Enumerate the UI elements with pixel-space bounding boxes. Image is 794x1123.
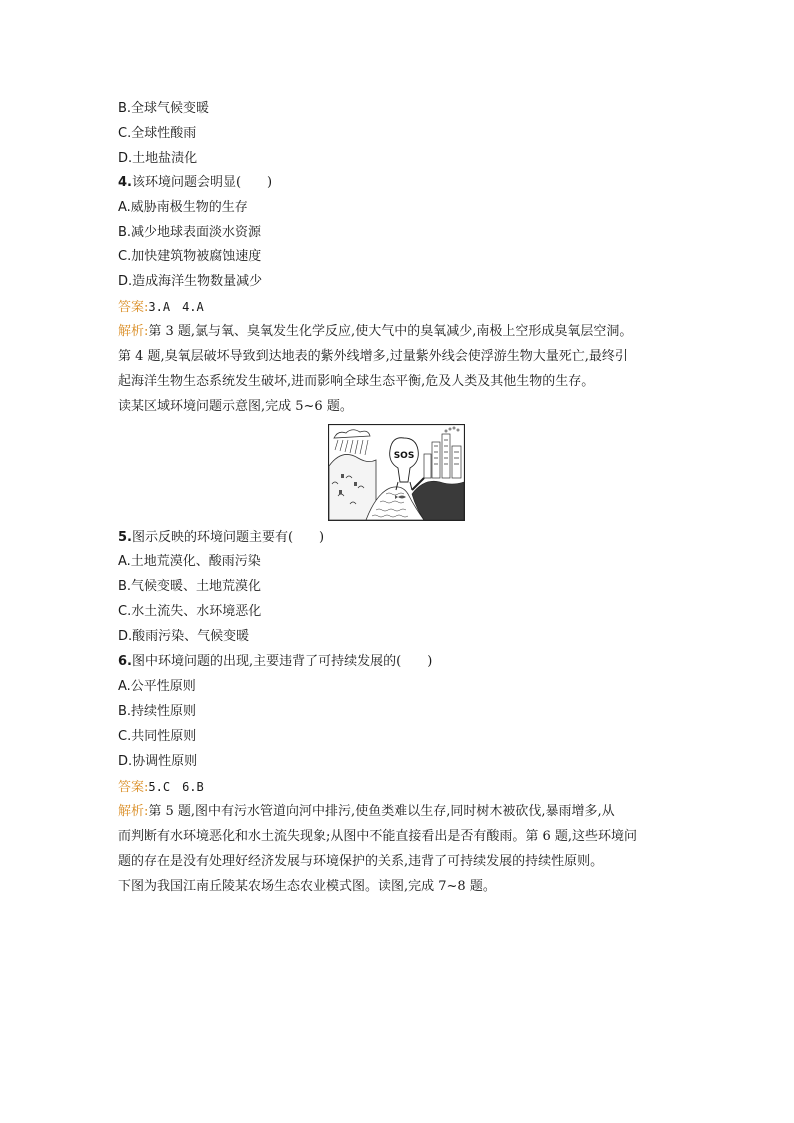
q4-option-a: A.威胁南极生物的生存: [118, 200, 248, 215]
analysis-text: 第 3 题,氯与氧、臭氧发生化学反应,使大气中的臭氧减少,南极上空形成臭氧层空洞。: [148, 324, 633, 339]
q4-option-b: B.减少地球表面淡水资源: [118, 225, 262, 240]
q5-option-d: D.酸雨污染、气候变暖: [118, 629, 250, 644]
answer-label: 答案:: [118, 300, 149, 315]
q6-option-c: C.共同性原则: [118, 729, 197, 744]
q5-option-c: C.水土流失、水环境恶化: [118, 604, 262, 619]
analysis-5-6-line-3: 题的存在是没有处理好经济发展与环境保护的关系,违背了可持续发展的持续性原则。: [118, 854, 604, 869]
q3-option-d: D.土地盐渍化: [118, 151, 198, 166]
q4-number: 4.: [118, 175, 132, 190]
analysis-3-4-line-2: 第 4 题,臭氧层破坏导致到达地表的紫外线增多,过量紫外线会使浮游生物大量死亡,最终引: [118, 349, 628, 364]
answer-5-6: [118, 777, 204, 798]
answer-label: 答案:: [118, 780, 149, 795]
environment-problem-figure: [328, 424, 465, 521]
sos-label: SOS: [393, 451, 415, 461]
q5-stem: [118, 528, 324, 548]
analysis-3-4-line-3: 起海洋生物生态系统发生破坏,进而影响全球生态平衡,危及人类及其他生物的生存。: [118, 374, 595, 389]
q3-option-c: C.全球性酸雨: [118, 126, 197, 141]
q4-option-d: D.造成海洋生物数量减少: [118, 274, 263, 289]
q4-stem-text: 该环境问题会明显( ): [131, 175, 273, 190]
q6-stem: [118, 652, 432, 672]
q3-option-b: B.全球气候变暖: [118, 101, 210, 116]
q5-option-a: A.土地荒漠化、酸雨污染: [118, 554, 261, 569]
analysis-label: 解析:: [118, 324, 149, 339]
intro-7-8: 下图为我国江南丘陵某农场生态农业模式图。读图,完成 7~8 题。: [118, 879, 496, 894]
analysis-text: 第 5 题,图中有污水管道向河中排污,使鱼类难以生存,同时树木被砍伐,暴雨增多,从: [148, 804, 615, 819]
q4-option-c: C.加快建筑物被腐蚀速度: [118, 249, 262, 264]
intro-5-6: 读某区域环境问题示意图,完成 5~6 题。: [118, 399, 353, 414]
analysis-5-6-line-2: 而判断有水环境恶化和水土流失现象;从图中不能直接看出是否有酸雨。第 6 题,这些环境问: [118, 829, 638, 844]
analysis-label: 解析:: [118, 804, 149, 819]
answer-value: 3.A 4.A: [148, 300, 204, 314]
q6-option-d: D.协调性原则: [118, 754, 198, 769]
answer-value: 5.C 6.B: [148, 780, 204, 794]
q6-stem-text: 图中环境问题的出现,主要违背了可持续发展的( ): [131, 654, 433, 669]
q6-option-a: A.公平性原则: [118, 679, 196, 694]
analysis-3-4-line-1: [118, 322, 632, 342]
analysis-5-6-line-1: [118, 802, 615, 822]
q5-stem-text: 图示反映的环境问题主要有( ): [131, 530, 325, 545]
q6-option-b: B.持续性原则: [118, 704, 197, 719]
q4-stem: [118, 173, 272, 193]
q6-number: 6.: [118, 654, 132, 669]
q5-number: 5.: [118, 530, 132, 545]
eroded-hills: [329, 454, 376, 520]
answer-3-4: [118, 297, 204, 318]
q5-option-b: B.气候变暖、土地荒漠化: [118, 579, 262, 594]
